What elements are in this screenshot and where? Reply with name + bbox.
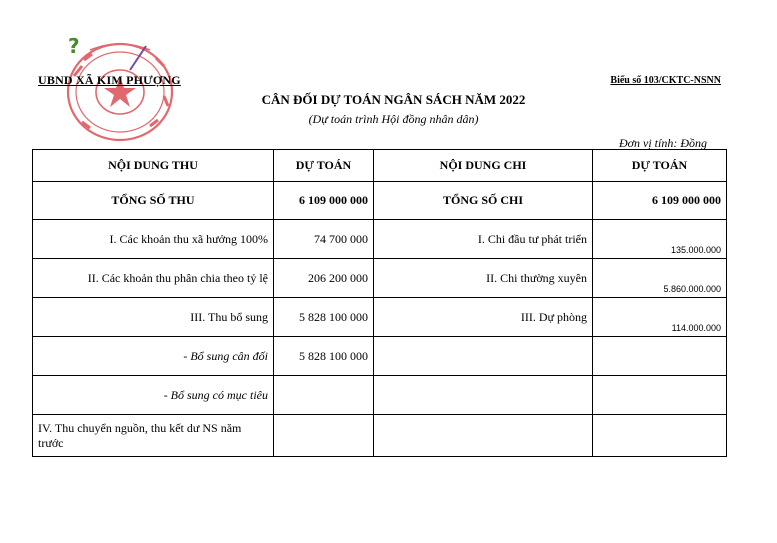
revenue-label: I. Các khoản thu xã hưởng 100%	[33, 220, 274, 259]
expense-label	[374, 337, 593, 376]
expense-label: III. Dự phòng	[374, 298, 593, 337]
expense-value	[593, 337, 727, 376]
expense-value	[593, 415, 727, 457]
revenue-label: IV. Thu chuyển nguồn, thu kết dư NS năm trước	[33, 415, 274, 457]
revenue-value: 5 828 100 000	[274, 298, 374, 337]
form-code: Biểu số 103/CKTC-NSNN	[610, 75, 721, 86]
table-row	[33, 220, 727, 259]
revenue-label: - Bổ sung có mục tiêu	[33, 376, 274, 415]
budget-table	[32, 149, 727, 457]
expense-value: 135.000.000	[593, 220, 727, 259]
table-row	[33, 376, 727, 415]
revenue-label: III. Thu bổ sung	[33, 298, 274, 337]
table-header-row	[33, 150, 727, 182]
table-row	[33, 298, 727, 337]
expense-value: 114.000.000	[593, 298, 727, 337]
table-row	[33, 415, 727, 457]
expense-label: II. Chi thường xuyên	[374, 259, 593, 298]
organization-name: UBND XÃ KIM PHƯỢNG	[38, 73, 181, 87]
total-expense-value: 6 109 000 000	[593, 182, 727, 220]
unit-label: Đơn vị tính: Đồng	[618, 136, 707, 150]
header-revenue-budget: DỰ TOÁN	[274, 150, 374, 182]
revenue-value: 74 700 000	[274, 220, 374, 259]
revenue-value: 206 200 000	[274, 259, 374, 298]
expense-value	[593, 376, 727, 415]
revenue-label: II. Các khoản thu phân chia theo tỷ lệ	[33, 259, 274, 298]
header-expense-budget: DỰ TOÁN	[593, 150, 727, 182]
revenue-label: - Bổ sung cân đối	[33, 337, 274, 376]
total-expense-label: TỔNG SỐ CHI	[374, 182, 593, 220]
total-revenue-label: TỔNG SỐ THU	[33, 182, 274, 220]
total-revenue-value: 6 109 000 000	[274, 182, 374, 220]
expense-label	[374, 415, 593, 457]
revenue-value: 5 828 100 000	[274, 337, 374, 376]
totals-row	[33, 182, 727, 220]
header-expense: NỘI DUNG CHI	[374, 150, 593, 182]
question-mark-icon: ?	[68, 34, 80, 58]
revenue-value	[274, 415, 374, 457]
document-title: CÂN ĐỐI DỰ TOÁN NGÂN SÁCH NĂM 2022	[261, 92, 526, 107]
expense-label	[374, 376, 593, 415]
expense-value: 5.860.000.000	[593, 259, 727, 298]
revenue-value	[274, 376, 374, 415]
table-row	[33, 259, 727, 298]
document-subtitle: (Dự toán trình Hội đồng nhân dân)	[308, 112, 479, 126]
expense-label: I. Chi đầu tư phát triển	[374, 220, 593, 259]
header-revenue: NỘI DUNG THU	[33, 150, 274, 182]
table-row	[33, 337, 727, 376]
